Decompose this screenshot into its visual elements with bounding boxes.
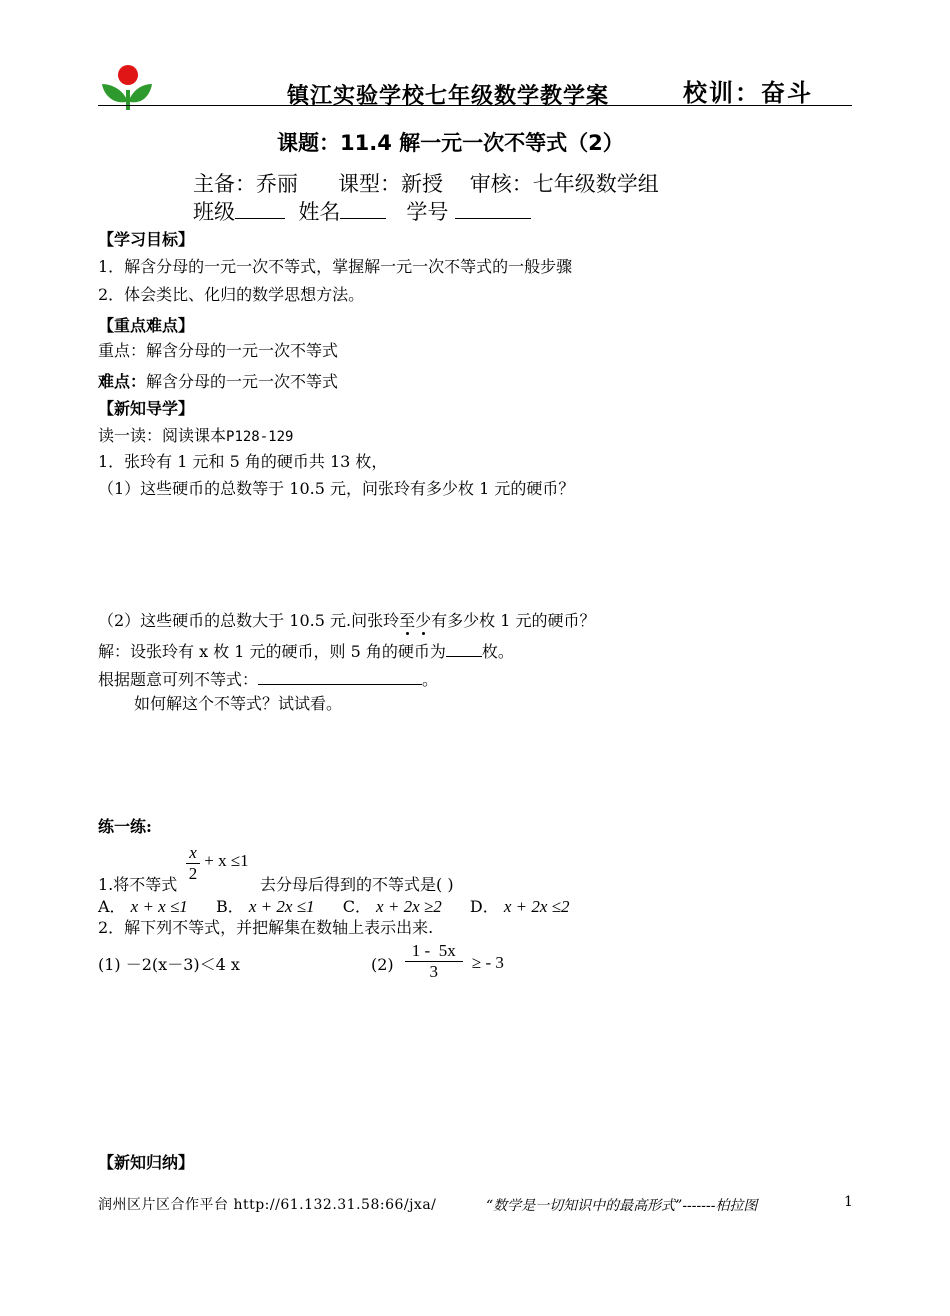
name-label: 姓名 bbox=[298, 200, 341, 224]
inequality-blank[interactable] bbox=[258, 668, 422, 685]
summary-heading: 【新知归纳】 bbox=[98, 1153, 195, 1172]
read-pages: P128-129 bbox=[226, 429, 294, 445]
coin-count-blank[interactable] bbox=[446, 640, 482, 657]
option-c[interactable]: C． x + 2x ≥2 bbox=[342, 897, 442, 916]
read-prefix: 读一读：阅读课本 bbox=[98, 426, 227, 445]
practice-2a: (1) －2(x－3)＜4 x bbox=[98, 955, 240, 974]
page-number: 1 bbox=[844, 1194, 853, 1210]
p1-post: 去分母后得到的不等式是( ) bbox=[260, 875, 454, 894]
p1-fraction bbox=[186, 843, 200, 884]
q12-emphasis-1: 至 bbox=[399, 611, 416, 630]
solution-pre: 解：设张玲有 x 枚 1 元的硬币，则 5 角的硬币为 bbox=[98, 642, 446, 661]
lesson-title: 课题：11.4 解一元一次不等式（2） bbox=[277, 131, 624, 155]
question-1: 1．张玲有 1 元和 5 角的硬币共 13 枚， bbox=[98, 452, 388, 471]
difficulty-text: 解含分母的一元一次不等式 bbox=[146, 372, 339, 391]
inequality-line bbox=[98, 668, 438, 690]
inequality-post: 。 bbox=[422, 670, 439, 689]
option-a[interactable]: A． x + x ≤1 bbox=[98, 897, 188, 916]
q12-emphasis-2: 少 bbox=[415, 611, 432, 630]
q12-pre: （2）这些硬币的总数大于 10.5 元.问张玲 bbox=[98, 611, 400, 630]
p1-fraction-num: x bbox=[189, 843, 197, 862]
id-blank[interactable] bbox=[455, 202, 531, 219]
practice-2: 2．解下列不等式，并把解集在数轴上表示出来. bbox=[98, 918, 434, 937]
name-blank[interactable] bbox=[340, 202, 386, 219]
inequality-pre: 根据题意可列不等式： bbox=[98, 670, 259, 689]
objective-item-1: 1．解含分母的一元一次不等式，掌握解一元一次不等式的一般步骤 bbox=[98, 257, 573, 276]
q12-post: 有多少枚 1 元的硬币？ bbox=[431, 611, 596, 630]
difficulty-point bbox=[98, 372, 338, 392]
p2b-fraction bbox=[405, 941, 463, 982]
new-knowledge-heading: 【新知导学】 bbox=[98, 399, 195, 418]
objective-item-2: 2．体会类比、化归的数学思想方法。 bbox=[98, 285, 365, 304]
meta-row-authors: 主备：乔丽 课型：新授 审核：七年级数学组 bbox=[193, 172, 659, 196]
question-1-2 bbox=[98, 611, 595, 631]
p1-fraction-expr bbox=[186, 843, 249, 884]
footer-quote: “数学是一切知识中的最高形式”-------柏拉图 bbox=[486, 1198, 758, 1214]
solution-line bbox=[98, 640, 514, 662]
keypoints-heading: 【重点难点】 bbox=[98, 316, 195, 335]
solution-post: 枚。 bbox=[481, 642, 514, 661]
practice-heading: 练一练: bbox=[98, 817, 152, 836]
class-blank[interactable] bbox=[235, 202, 285, 219]
meta-row-student bbox=[193, 196, 531, 226]
option-b[interactable]: B． x + 2x ≤1 bbox=[216, 897, 315, 916]
header-rule bbox=[98, 105, 852, 106]
question-1-1: （1）这些硬币的总数等于 10.5 元，问张玲有多少枚 1 元的硬币？ bbox=[98, 479, 575, 498]
p2b-num: 1 - 5x bbox=[411, 941, 456, 960]
option-d[interactable]: D． x + 2x ≤2 bbox=[469, 897, 570, 916]
p2b-rest: ≥ - 3 bbox=[471, 953, 504, 972]
p1-pre: 1.将不等式 bbox=[98, 875, 178, 894]
p1-options bbox=[98, 897, 569, 917]
key-point: 重点：解含分母的一元一次不等式 bbox=[98, 341, 339, 360]
p1-expr-rest: + x ≤1 bbox=[204, 851, 249, 870]
class-label: 班级 bbox=[193, 200, 235, 224]
footer-platform: 润州区片区合作平台 http://61.132.31.58:66/jxa/ bbox=[98, 1197, 437, 1213]
difficulty-label: 难点： bbox=[98, 372, 147, 391]
objectives-heading: 【学习目标】 bbox=[98, 230, 195, 249]
p1-fraction-den: 2 bbox=[188, 864, 198, 883]
p2b-den: 3 bbox=[429, 962, 439, 981]
id-label: 学号 bbox=[406, 200, 449, 224]
practice-2b bbox=[371, 941, 504, 982]
school-motto: 校训：奋斗 bbox=[683, 79, 813, 107]
try-it: 如何解这个不等式？试试看。 bbox=[134, 694, 343, 713]
p2b-label: (2) bbox=[371, 955, 394, 974]
read-instruction bbox=[98, 426, 293, 447]
school-title: 镇江实验学校七年级数学教学案 bbox=[287, 84, 610, 109]
